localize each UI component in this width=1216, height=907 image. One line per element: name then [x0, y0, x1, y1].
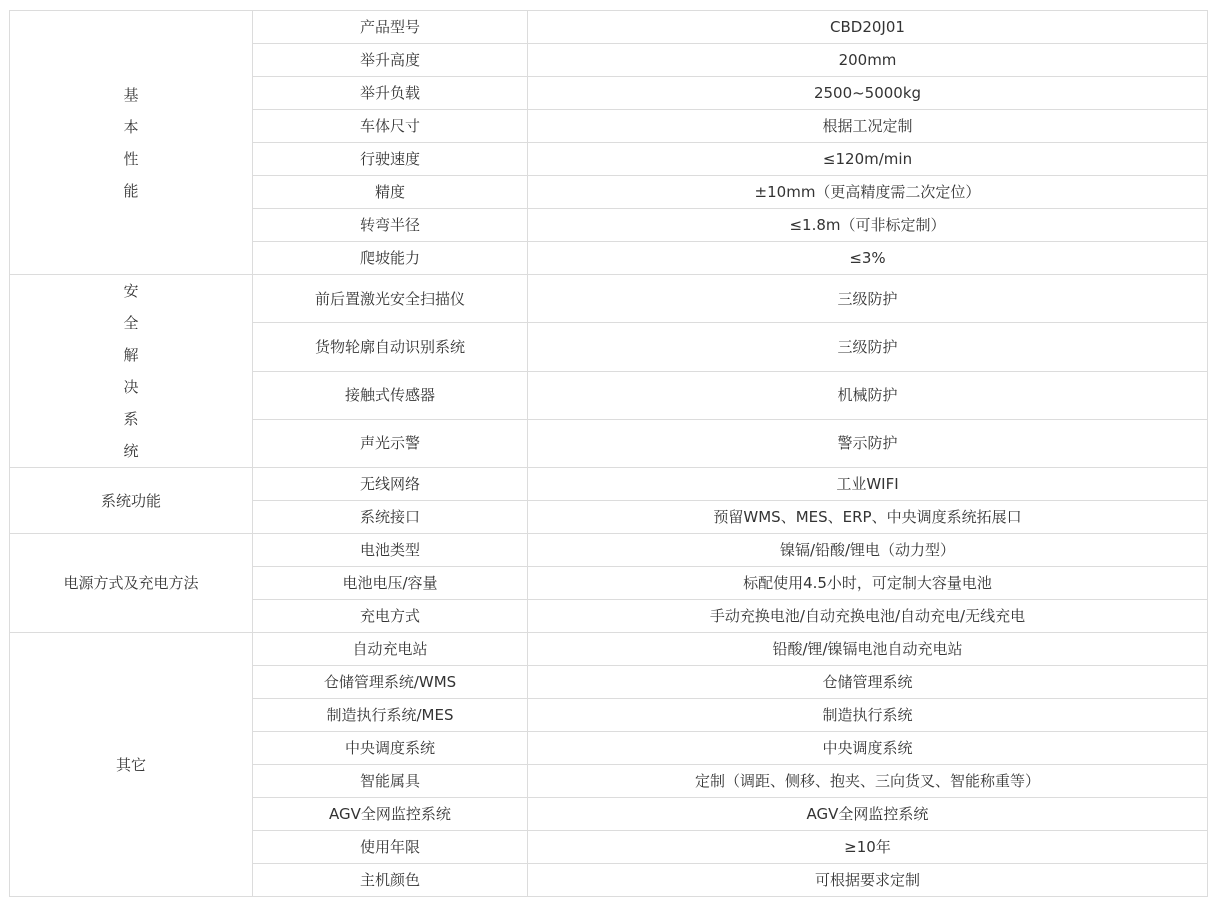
group-label-char: 统	[123, 442, 139, 460]
group-label-char: 系	[123, 410, 139, 428]
item-value: 定制（调距、侧移、抱夹、三向货叉、智能称重等）	[528, 765, 1208, 798]
item-name: 爬坡能力	[253, 242, 528, 275]
group-label-system-function: 系统功能	[10, 468, 253, 534]
item-value: 三级防护	[528, 275, 1208, 323]
item-name: 电池电压/容量	[253, 567, 528, 600]
item-name: 充电方式	[253, 600, 528, 633]
item-value: 中央调度系统	[528, 732, 1208, 765]
item-name: AGV全网监控系统	[253, 798, 528, 831]
item-name: 举升负载	[253, 77, 528, 110]
group-label-char: 全	[123, 314, 139, 332]
item-value: ±10mm（更高精度需二次定位）	[528, 176, 1208, 209]
group-label-char: 基	[123, 85, 139, 104]
group-label-char: 性	[123, 149, 139, 168]
item-name: 电池类型	[253, 534, 528, 567]
item-name: 接触式传感器	[253, 371, 528, 419]
item-value: 铅酸/锂/镍镉电池自动充电站	[528, 633, 1208, 666]
table-row	[10, 468, 1208, 501]
item-value: ≥10年	[528, 831, 1208, 864]
item-value: 制造执行系统	[528, 699, 1208, 732]
item-value: ≤3%	[528, 242, 1208, 275]
item-value: CBD20J01	[528, 11, 1208, 44]
group-label-char: 安	[123, 282, 139, 300]
table-row	[10, 534, 1208, 567]
item-value: 机械防护	[528, 371, 1208, 419]
item-name: 系统接口	[253, 501, 528, 534]
item-name: 无线网络	[253, 468, 528, 501]
spec-table	[9, 10, 1208, 897]
item-value: 手动充换电池/自动充换电池/自动充电/无线充电	[528, 600, 1208, 633]
item-name: 举升高度	[253, 44, 528, 77]
item-name: 精度	[253, 176, 528, 209]
item-name: 主机颜色	[253, 864, 528, 897]
item-value: 镍镉/铅酸/锂电（动力型）	[528, 534, 1208, 567]
item-name: 仓储管理系统/WMS	[253, 666, 528, 699]
item-value: 标配使用4.5小时，可定制大容量电池	[528, 567, 1208, 600]
item-name: 使用年限	[253, 831, 528, 864]
item-name: 车体尺寸	[253, 110, 528, 143]
group-label-char: 本	[123, 117, 139, 136]
group-label-power-charging: 电源方式及充电方法	[10, 534, 253, 633]
group-label-char: 解	[123, 346, 139, 364]
item-value: 可根据要求定制	[528, 864, 1208, 897]
item-value: 工业WIFI	[528, 468, 1208, 501]
group-label-char: 决	[123, 378, 139, 396]
item-name: 自动充电站	[253, 633, 528, 666]
table-row	[10, 11, 1208, 44]
item-name: 制造执行系统/MES	[253, 699, 528, 732]
item-name: 智能属具	[253, 765, 528, 798]
item-name: 声光示警	[253, 419, 528, 467]
item-name: 转弯半径	[253, 209, 528, 242]
item-value: 三级防护	[528, 323, 1208, 371]
item-name: 中央调度系统	[253, 732, 528, 765]
item-value: 200mm	[528, 44, 1208, 77]
item-value: 警示防护	[528, 419, 1208, 467]
item-value: 2500~5000kg	[528, 77, 1208, 110]
item-name: 前后置激光安全扫描仪	[253, 275, 528, 323]
item-value: 仓储管理系统	[528, 666, 1208, 699]
item-value: 根据工况定制	[528, 110, 1208, 143]
item-value: 预留WMS、MES、ERP、中央调度系统拓展口	[528, 501, 1208, 534]
group-label-basic-performance	[10, 11, 253, 275]
group-label-safety-system	[10, 275, 253, 468]
item-value: AGV全网监控系统	[528, 798, 1208, 831]
table-row	[10, 275, 1208, 323]
item-name: 货物轮廓自动识别系统	[253, 323, 528, 371]
item-name: 行驶速度	[253, 143, 528, 176]
item-name: 产品型号	[253, 11, 528, 44]
table-row	[10, 633, 1208, 666]
group-label-char: 能	[123, 181, 139, 200]
spec-table-body	[10, 11, 1208, 897]
item-value: ≤1.8m（可非标定制）	[528, 209, 1208, 242]
item-value: ≤120m/min	[528, 143, 1208, 176]
group-label-others: 其它	[10, 633, 253, 897]
